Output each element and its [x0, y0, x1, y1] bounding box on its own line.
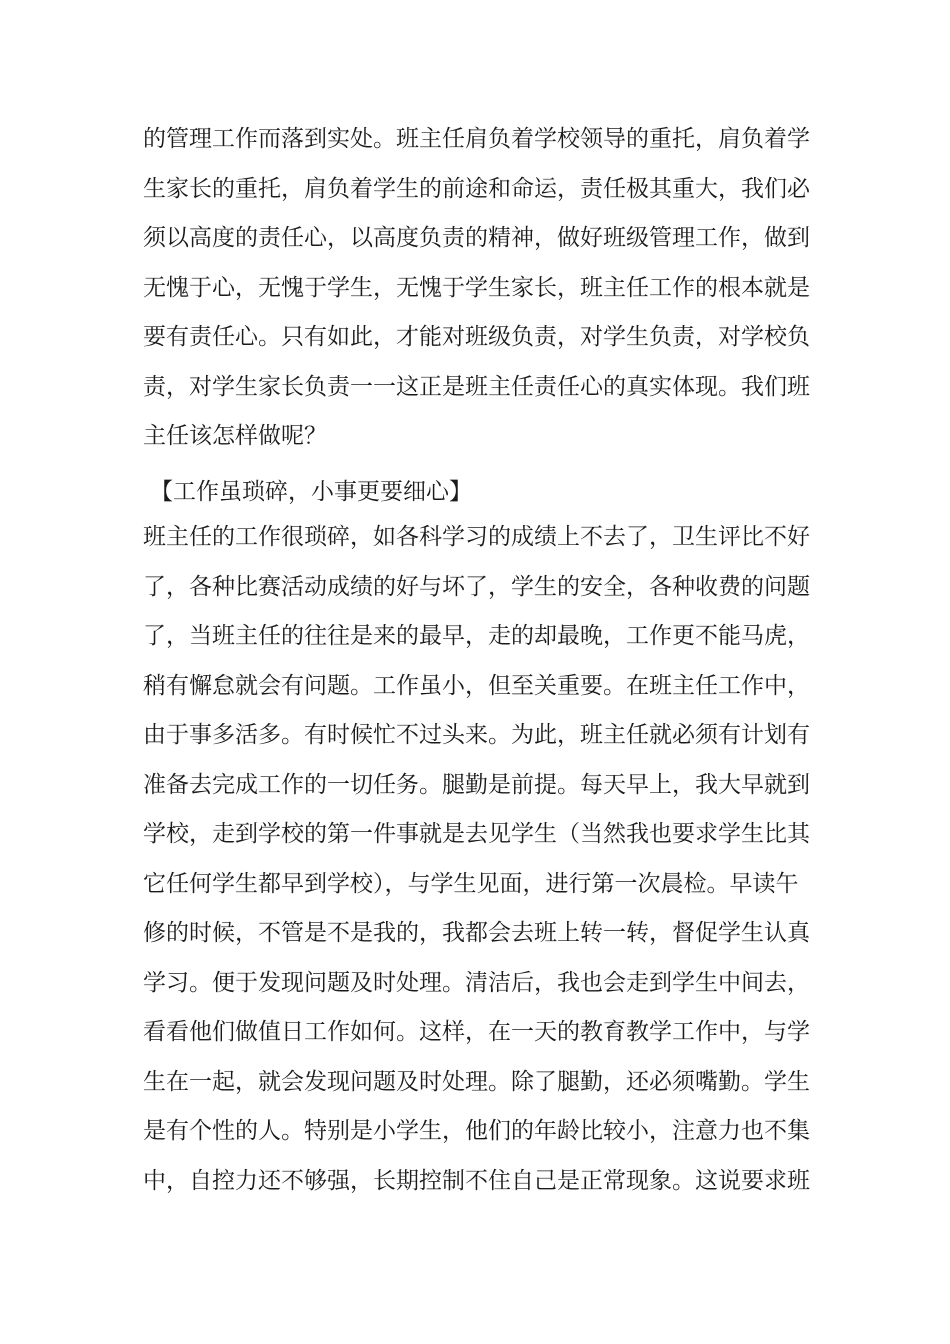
text-line: 生在一起，就会发现问题及时处理。除了腿勤，还必须嘴勤。学生 [143, 1068, 810, 1095]
paragraph-body [143, 522, 823, 1215]
text-line: 了，当班主任的往往是来的最早，走的却最晚，工作更不能马虎， [143, 623, 810, 649]
section-heading-text: 【工作虽琐碎，小事更要细心】 [150, 479, 472, 505]
text-line: 是有个性的人。特别是小学生，他们的年龄比较小，注意力也不集 [143, 1118, 810, 1144]
text-line: 学校，走到学校的第一件事就是去见学生（当然我也要求学生比其 [143, 821, 810, 847]
text-line: 责，对学生家长负责一一这正是班主任责任心的真实体现。我们班 [143, 373, 810, 400]
text-line: 主任该怎样做呢？ [143, 423, 327, 449]
text-line: 它任何学生都早到学校），与学生见面，进行第一次晨检。早读午 [143, 870, 799, 897]
text-line: 要有责任心。只有如此，才能对班级负责，对学生负责，对学校负 [143, 324, 810, 350]
text-line: 了，各种比赛活动成绩的好与坏了，学生的安全，各种收费的问题 [143, 573, 810, 600]
text-line: 生家长的重托，肩负着学生的前途和命运，责任极其重大，我们必 [143, 175, 810, 202]
text-line: 看看他们做值日工作如何。这样，在一天的教育教学工作中，与学 [143, 1019, 810, 1045]
text-line: 班主任的工作很琐碎，如各科学习的成绩上不去了，卫生评比不好 [143, 524, 810, 550]
section-heading [150, 477, 830, 527]
text-line: 稍有懈怠就会有问题。工作虽小，但至关重要。在班主任工作中， [143, 672, 810, 699]
text-line: 无愧于心，无愧于学生，无愧于学生家长，班主任工作的根本就是 [143, 274, 810, 301]
paragraph-intro [143, 124, 823, 471]
text-line: 准备去完成工作的一切任务。腿勤是前提。每天早上，我大早就到 [143, 771, 810, 798]
text-line: 学习。便于发现问题及时处理。清洁后，我也会走到学生中间去， [143, 969, 810, 996]
text-line: 修的时候，不管是不是我的，我都会去班上转一转，督促学生认真 [143, 920, 810, 946]
text-line: 的管理工作而落到实处。班主任肩负着学校领导的重托，肩负着学 [143, 126, 810, 152]
text-line: 由于事多活多。有时候忙不过头来。为此，班主任就必须有计划有 [143, 722, 810, 748]
text-line: 中，自控力还不够强，长期控制不住自己是正常现象。这说要求班 [143, 1167, 810, 1194]
text-line: 须以高度的责任心，以高度负责的精神，做好班级管理工作，做到 [143, 225, 810, 251]
